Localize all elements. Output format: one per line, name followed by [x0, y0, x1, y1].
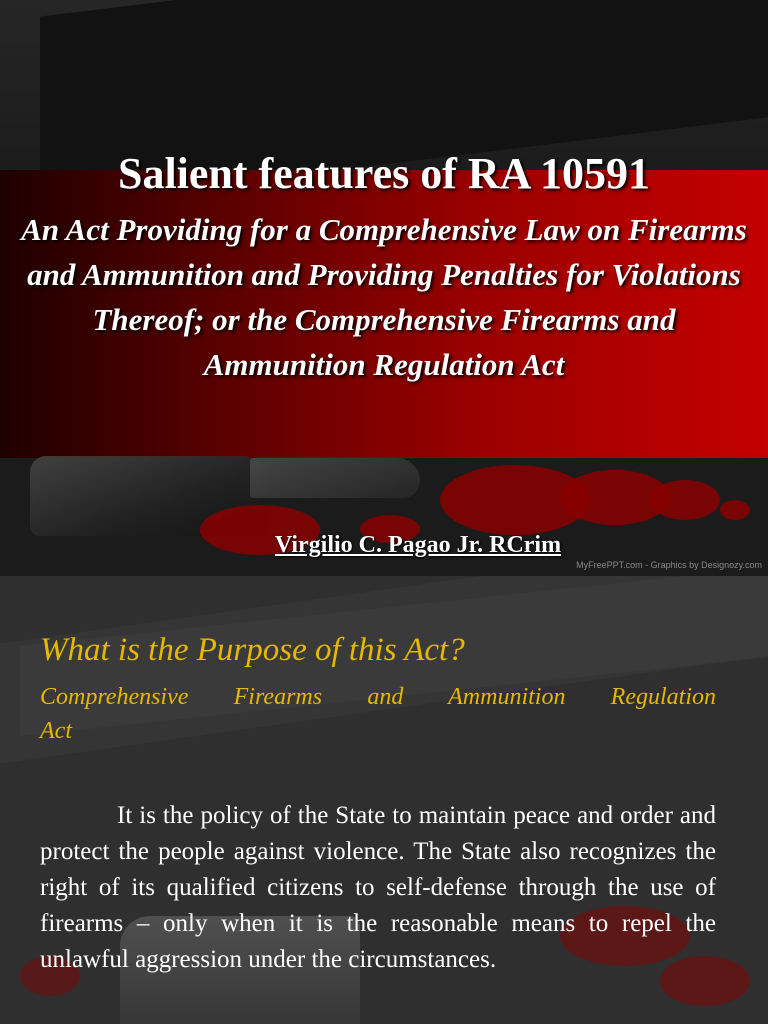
revolver-barrel-image — [250, 458, 420, 498]
slide-title: Salient features of RA 10591 — [117, 149, 651, 198]
blood-splatter — [650, 480, 720, 520]
act-title-line: Act — [40, 718, 72, 744]
purpose-question: What is the Purpose of this Act? — [40, 632, 465, 668]
slide-subtitle: An Act Providing for a Comprehensive Law on Firearms and Ammunition and Providing Penalties for Violations Thereof; or the Comprehensive Firearms and Ammunition Regulation Act — [21, 212, 747, 382]
policy-paragraph: It is the policy of the State to maintain peace and order and protect the people against violence. The State also recognizes the right of its qualified citizens to self-defense through the use of firearms – only when it is the reasonable means to repel the unlawful aggression under the circumstances. — [40, 802, 716, 973]
blood-splatter — [720, 500, 750, 520]
author-name: Virgilio C. Pagao Jr. RCrim — [274, 532, 562, 558]
act-title-line: Comprehensive Firearms and Ammunition Regulation — [40, 684, 716, 710]
template-credit: MyFreePPT.com - Graphics by Designozy.com — [576, 560, 762, 570]
